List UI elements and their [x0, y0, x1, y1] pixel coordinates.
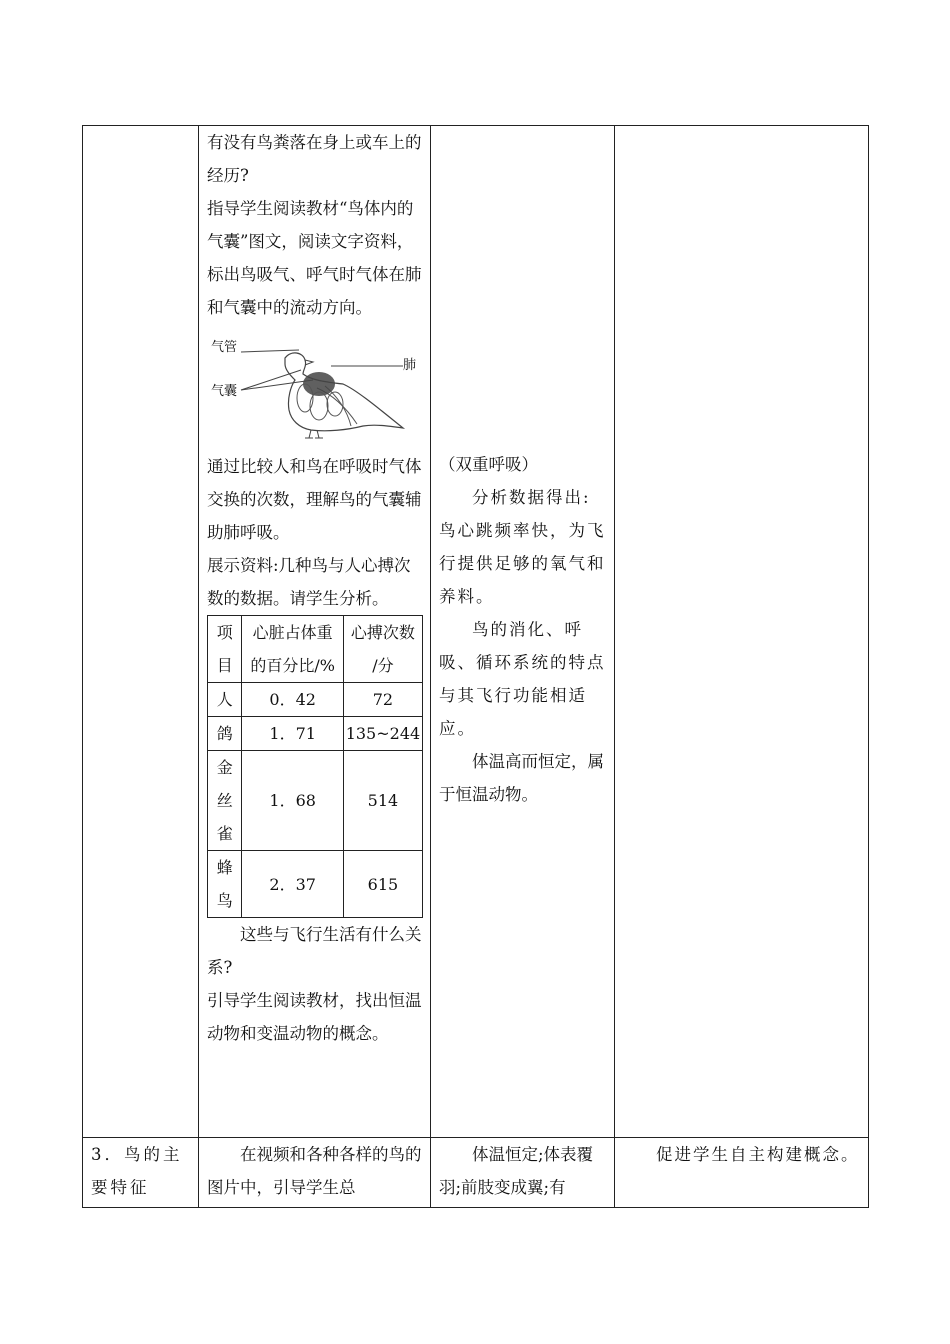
cell-teacher-activity — [199, 126, 431, 1138]
row-rate: 72 — [343, 683, 422, 717]
question-bird-droppings: 有没有鸟粪落在身上或车上的经历? — [207, 133, 422, 185]
cell-student-activity — [431, 126, 615, 1138]
label-trachea: 气管 — [211, 340, 238, 355]
table-row — [208, 717, 423, 751]
heart-rate-conclusion: 分析数据得出:鸟心跳频率快，为飞行提供足够的氧气和养料。 — [439, 488, 606, 606]
design-intent-text: 促进学生自主构建概念。 — [615, 1138, 869, 1208]
row-name: 金 丝 雀 — [208, 751, 242, 851]
double-breathing-note: （双重呼吸） — [439, 455, 538, 474]
show-data-text: 展示资料:几种鸟与人心搏次数的数据。请学生分析。 — [207, 556, 411, 608]
relation-question: 这些与飞行生活有什么关系? — [207, 925, 422, 977]
table-row — [208, 683, 423, 717]
header-rate: 心搏次数 /分 — [343, 616, 422, 683]
table-row — [208, 851, 423, 918]
row-percent: 2．37 — [242, 851, 343, 918]
row-percent: 1．71 — [242, 717, 343, 751]
pigeon-airsac-figure — [207, 340, 422, 440]
label-airsac: 气囊 — [211, 384, 238, 399]
table-row — [208, 751, 423, 851]
teacher-guide-summary: 在视频和各种各样的鸟的图片中，引导学生总 — [199, 1138, 431, 1208]
student-feature-list: 体温恒定;体表覆羽;前肢变成翼;有 — [431, 1138, 615, 1208]
lesson-plan-table — [82, 125, 869, 1208]
row-name: 人 — [208, 683, 242, 717]
cell-design-intent-empty — [615, 126, 869, 1138]
table-row-activities — [83, 126, 869, 1138]
row-name: 鸽 — [208, 717, 242, 751]
row-percent: 0．42 — [242, 683, 343, 717]
label-lung: 肺 — [403, 358, 417, 373]
cell-stage-empty — [83, 126, 199, 1138]
header-percent: 心脏占体重 的百分比/% — [242, 616, 343, 683]
table-row-main-features — [83, 1138, 869, 1208]
row-name: 蜂 鸟 — [208, 851, 242, 918]
table-header-row — [208, 616, 423, 683]
stage-main-features: 3．鸟的主要特征 — [83, 1138, 199, 1208]
constant-temperature-text: 体温高而恒定，属于恒温动物。 — [439, 752, 604, 804]
row-rate: 514 — [343, 751, 422, 851]
row-percent: 1．68 — [242, 751, 343, 851]
row-rate: 135~244 — [343, 717, 422, 751]
pigeon-diagram-svg — [207, 340, 423, 440]
instruction-read-airsac: 指导学生阅读教材“鸟体内的气囊”图文，阅读文字资料，标出鸟吸气、呼气时气体在肺和气囊中的流动方向。 — [207, 199, 422, 317]
heartbeat-data-table — [207, 615, 423, 918]
compare-breathing-text: 通过比较人和鸟在呼吸时气体交换的次数，理解鸟的气囊辅助肺呼吸。 — [207, 457, 422, 542]
header-item: 项 目 — [208, 616, 242, 683]
row-rate: 615 — [343, 851, 422, 918]
systems-adaptation-text: 鸟的消化、呼吸、循环系统的特点与其飞行功能相适应。 — [439, 620, 606, 738]
instruction-read-temperature: 引导学生阅读教材，找出恒温动物和变温动物的概念。 — [207, 991, 422, 1043]
spacer — [439, 126, 606, 448]
